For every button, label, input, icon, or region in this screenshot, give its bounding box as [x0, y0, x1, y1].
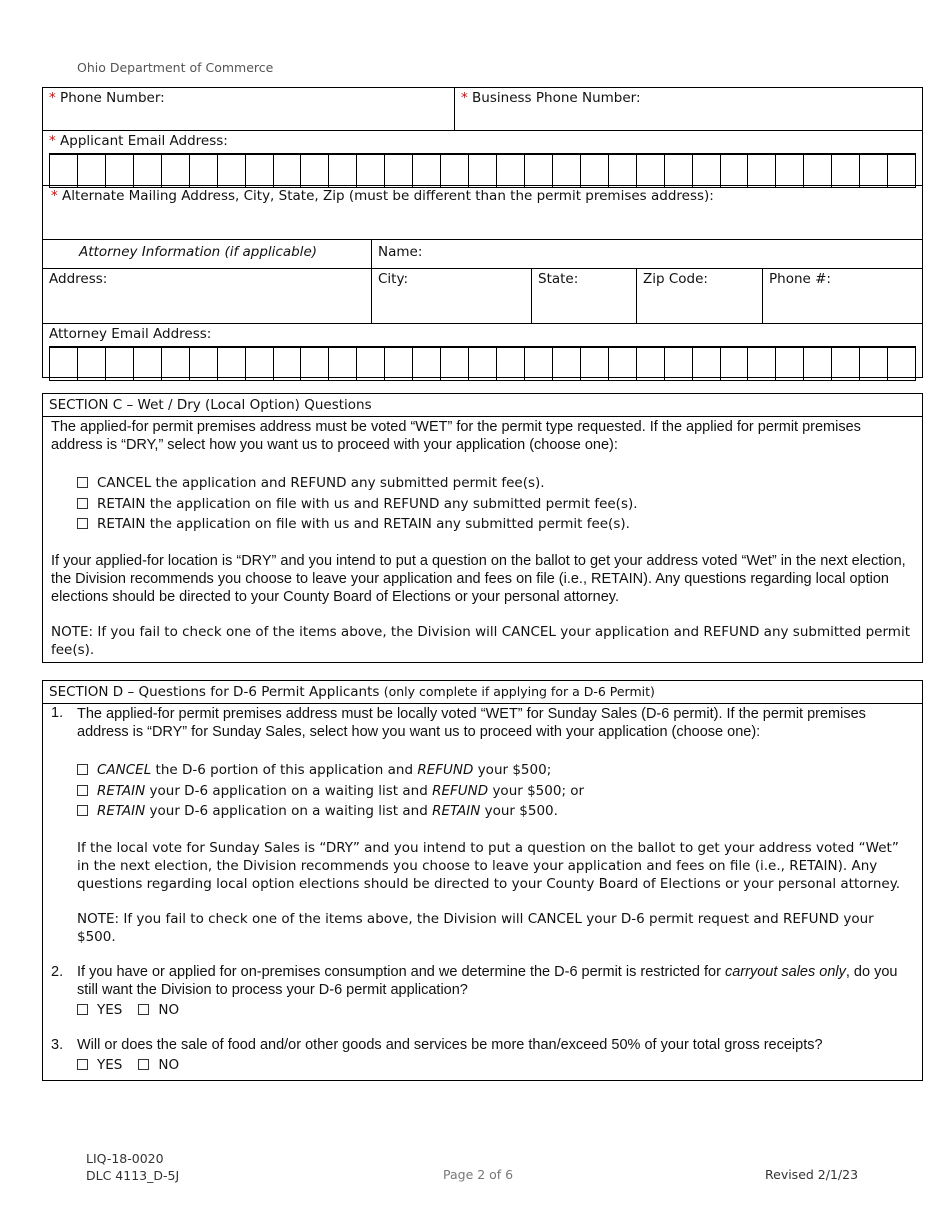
email-char-box[interactable] [246, 155, 274, 187]
attorney-zip-field[interactable] [637, 269, 763, 323]
checkbox[interactable] [77, 805, 88, 816]
question-number: 2. [51, 963, 64, 980]
attorney-zip-label: Zip Code: [643, 271, 708, 287]
checkbox[interactable] [77, 764, 88, 775]
q2-no-option[interactable] [138, 1002, 179, 1018]
email-char-box[interactable] [553, 348, 581, 380]
business-phone-label: Business Phone Number: [472, 90, 641, 106]
checkbox[interactable] [77, 1004, 88, 1015]
q2-yes-option[interactable] [77, 1002, 122, 1018]
email-char-box[interactable] [190, 155, 218, 187]
section-d-note: (only complete if applying for a D-6 Permit) [383, 684, 655, 699]
section-c [42, 393, 923, 663]
email-char-box[interactable] [776, 155, 804, 187]
email-char-box[interactable] [832, 348, 860, 380]
attorney-name-label: Name: [378, 244, 423, 260]
email-char-box[interactable] [162, 155, 190, 187]
alternate-mailing-label: Alternate Mailing Address, City, State, Zip (must be different than the permit premises address): [62, 188, 714, 204]
option-label: RETAIN the application on file with us and REFUND any submitted permit fee(s). [97, 495, 638, 512]
email-char-box[interactable] [525, 348, 553, 380]
email-char-box[interactable] [860, 155, 888, 187]
attorney-email-input[interactable] [49, 346, 916, 381]
question-number: 1. [51, 705, 64, 721]
option-action: RETAIN [97, 782, 146, 799]
d6-option[interactable] [77, 760, 912, 781]
option-action: RETAIN [97, 803, 146, 819]
option-text: your $500. [480, 803, 558, 819]
section-c-note: NOTE: If you fail to check one of the items above, the Division will CANCEL your application and REFUND any submitted permit fee(s). [51, 623, 910, 658]
section-c-title: SECTION C – Wet / Dry (Local Option) Questions [43, 394, 922, 417]
option-text: the D-6 portion of this application and [151, 762, 418, 778]
d6-option[interactable] [77, 781, 912, 802]
yes-label: YES [97, 1001, 123, 1018]
option-label: RETAIN the application on file with us and RETAIN any submitted permit fee(s). [97, 516, 630, 532]
option-text: your $500; or [488, 782, 585, 799]
email-char-box[interactable] [721, 155, 749, 187]
section-d-title: SECTION D – Questions for D-6 Permit Applicants [49, 684, 380, 700]
email-char-box[interactable] [832, 155, 860, 187]
option-text: your $500; [473, 762, 552, 778]
attorney-name-field[interactable] [372, 240, 922, 268]
revised-date: Revised 2/1/23 [765, 1167, 859, 1182]
attorney-phone-label: Phone #: [769, 271, 831, 287]
email-char-box[interactable] [274, 155, 302, 187]
option-action: REFUND [432, 782, 489, 799]
retain-retain-option[interactable] [77, 514, 922, 535]
attorney-state-field[interactable] [532, 269, 637, 323]
checkbox[interactable] [138, 1059, 149, 1070]
required-mark: * [51, 188, 58, 204]
question-1-text: The applied-for permit premises address must be locally voted “WET” for Sunday Sales (D-6 permit). If the permit premises address is “DRY” for Sunday Sales, select how you want us to proceed with your application (choose one): [77, 706, 866, 740]
question-2-part: If you have or applied for on-premises consumption and we determine the D-6 permit is restricted for [77, 963, 725, 980]
email-char-box[interactable] [50, 155, 78, 187]
email-char-box[interactable] [441, 155, 469, 187]
email-char-box[interactable] [665, 155, 693, 187]
email-char-box[interactable] [246, 348, 274, 380]
question-1-paragraph: If the local vote for Sunday Sales is “DRY” and you intend to put a question on the ballot to get your address voted “Wet” in the next election, the Division recommends you choose to leave your application and fees on file (i.e., RETAIN). Any questions regarding local option elections should be directed to your County Board of Elections or your personal attorney. [77, 839, 901, 892]
required-mark: * [461, 90, 468, 106]
email-char-box[interactable] [469, 155, 497, 187]
cancel-refund-option[interactable] [77, 473, 922, 494]
attorney-city-field[interactable] [372, 269, 532, 323]
applicant-email-label: Applicant Email Address: [60, 133, 228, 149]
section-c-paragraph: If your applied-for location is “DRY” and you intend to put a question on the ballot to get your address voted “Wet” in the next election, the Division recommends you choose to leave your application and fees on file (i.e., RETAIN). Any questions regarding local option elections should be directed to your County Board of Elections or your personal attorney. [51, 552, 906, 605]
email-char-box[interactable] [860, 348, 888, 380]
email-char-box[interactable] [497, 348, 525, 380]
d6-option[interactable] [77, 801, 912, 822]
q3-yes-option[interactable] [77, 1057, 122, 1073]
attorney-phone-field[interactable] [763, 269, 922, 323]
email-char-box[interactable] [888, 155, 915, 187]
email-char-box[interactable] [134, 348, 162, 380]
email-char-box[interactable] [385, 348, 413, 380]
question-number: 3. [51, 1036, 64, 1053]
email-char-box[interactable] [637, 348, 665, 380]
email-char-box[interactable] [218, 348, 246, 380]
email-char-box[interactable] [329, 155, 357, 187]
email-char-box[interactable] [162, 348, 190, 380]
section-d [42, 680, 923, 1081]
option-action: REFUND [417, 762, 474, 778]
alternate-mailing-field[interactable] [43, 186, 922, 239]
email-char-box[interactable] [78, 155, 106, 187]
checkbox[interactable] [77, 785, 88, 796]
email-char-box[interactable] [637, 155, 665, 187]
checkbox[interactable] [138, 1004, 149, 1015]
department-header: Ohio Department of Commerce [77, 60, 274, 75]
attorney-city-label: City: [378, 271, 409, 287]
question-1-note: NOTE: If you fail to check one of the items above, the Division will CANCEL your D-6 permit request and REFUND your $500. [77, 910, 874, 945]
question-3-text: Will or does the sale of food and/or other goods and services be more than/exceed 50% of your total gross receipts? [77, 1036, 823, 1053]
email-char-box[interactable] [301, 348, 329, 380]
required-mark: * [49, 90, 56, 106]
email-char-box[interactable] [804, 155, 832, 187]
email-char-box[interactable] [301, 155, 329, 187]
email-char-box[interactable] [218, 155, 246, 187]
phone-label: Phone Number: [60, 90, 165, 106]
email-char-box[interactable] [441, 348, 469, 380]
checkbox[interactable] [77, 498, 88, 509]
email-char-box[interactable] [581, 348, 609, 380]
no-label: NO [158, 1056, 180, 1073]
email-char-box[interactable] [106, 155, 134, 187]
attorney-email-label: Attorney Email Address: [49, 326, 212, 342]
email-char-box[interactable] [721, 348, 749, 380]
email-char-box[interactable] [609, 348, 637, 380]
email-char-box[interactable] [497, 155, 525, 187]
option-action: CANCEL [97, 762, 152, 778]
email-char-box[interactable] [357, 155, 385, 187]
email-char-box[interactable] [804, 348, 832, 380]
email-char-box[interactable] [413, 348, 441, 380]
checkbox[interactable] [77, 477, 88, 488]
email-char-box[interactable] [329, 348, 357, 380]
email-char-box[interactable] [553, 155, 581, 187]
email-char-box[interactable] [106, 348, 134, 380]
business-phone-field[interactable] [455, 88, 922, 130]
email-char-box[interactable] [693, 348, 721, 380]
option-label: CANCEL the application and REFUND any submitted permit fee(s). [97, 475, 545, 491]
email-char-box[interactable] [413, 155, 441, 187]
email-char-box[interactable] [581, 155, 609, 187]
attorney-address-label: Address: [49, 271, 108, 287]
email-char-box[interactable] [525, 155, 553, 187]
question-2-part: , do you still want the Division to process your D-6 permit application? [77, 963, 898, 998]
email-char-box[interactable] [665, 348, 693, 380]
checkbox[interactable] [77, 1059, 88, 1070]
section-c-intro: The applied-for permit premises address must be voted “WET” for the permit type requested. If the applied for permit premises address is “DRY,” select how you want us to proceed with your application (choose one): [51, 419, 861, 453]
email-char-box[interactable] [693, 155, 721, 187]
email-char-box[interactable] [748, 348, 776, 380]
email-char-box[interactable] [469, 348, 497, 380]
q3-no-option[interactable] [138, 1057, 179, 1073]
yes-label: YES [97, 1056, 123, 1073]
email-char-box[interactable] [78, 348, 106, 380]
option-text: your D-6 application on a waiting list and [145, 782, 433, 799]
form-code: DLC 4113_D-5J [86, 1168, 180, 1183]
attorney-address-field[interactable] [43, 269, 372, 323]
attorney-state-label: State: [538, 271, 579, 287]
email-char-box[interactable] [50, 348, 78, 380]
email-char-box[interactable] [609, 155, 637, 187]
applicant-email-input[interactable] [49, 153, 916, 188]
option-text: your D-6 application on a waiting list and [145, 803, 433, 819]
retain-refund-option[interactable] [77, 494, 922, 515]
question-2-emphasis: carryout sales only [724, 963, 846, 980]
checkbox[interactable] [77, 518, 88, 529]
question-2-text [77, 963, 912, 999]
no-label: NO [158, 1001, 180, 1018]
option-action: RETAIN [432, 803, 481, 819]
page-number: Page 2 of 6 [443, 1167, 514, 1182]
email-char-box[interactable] [385, 155, 413, 187]
phone-number-field[interactable] [43, 88, 455, 130]
contact-info-table [42, 87, 923, 378]
attorney-heading: Attorney Information (if applicable) [43, 240, 372, 268]
required-mark: * [49, 133, 56, 149]
form-id: LIQ-18-0020 [86, 1151, 164, 1166]
email-char-box[interactable] [357, 348, 385, 380]
email-char-box[interactable] [776, 348, 804, 380]
email-char-box[interactable] [274, 348, 302, 380]
email-char-box[interactable] [134, 155, 162, 187]
email-char-box[interactable] [748, 155, 776, 187]
email-char-box[interactable] [190, 348, 218, 380]
email-char-box[interactable] [888, 348, 915, 380]
